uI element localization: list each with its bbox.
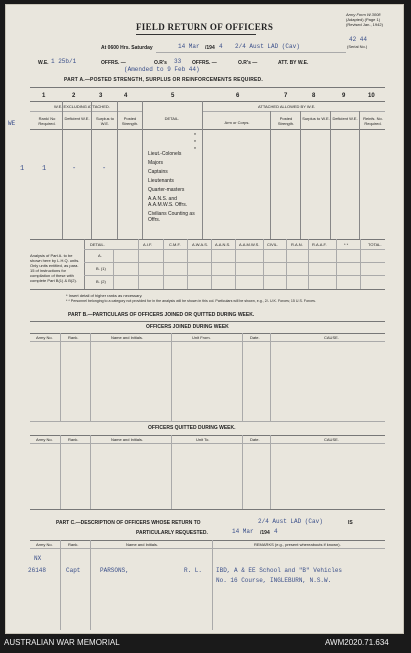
we-prefix: W.E. — [38, 60, 49, 66]
part-c-date: 14 Mar — [232, 528, 254, 535]
title-underline — [136, 34, 256, 35]
col-head-2: Deficient W.E. — [64, 116, 90, 121]
partc-name: PARSONS, — [100, 567, 129, 574]
col-head-6: Arm or Corps. — [224, 120, 250, 125]
partc-rank: Capt — [66, 567, 81, 574]
footnote-1: * Insert detail of higher ranks as necessary. — [66, 293, 143, 298]
joined-col-cause: CAUSE. — [324, 335, 339, 340]
partc-army-no-2: 26148 — [28, 567, 47, 574]
value-col3: - — [72, 165, 77, 173]
col-num-9: 9 — [342, 93, 346, 99]
row-label-b2: B. (2) — [96, 279, 106, 284]
date-day: 14 Mar — [178, 43, 200, 50]
side-mark: WE — [8, 120, 16, 127]
partc-col-name: Name and Initials. — [126, 542, 159, 547]
value-col4: - — [102, 165, 107, 173]
footer-right: AWM2020.71.634 — [325, 638, 389, 647]
quitted-col-name: Name and Initials. — [111, 437, 144, 442]
part-b-heading: PART B.—PARTICULARS OF OFFICERS JOINED OR QUITTED DURING WEEK. — [68, 312, 255, 318]
form-ref-2: (Adapted) (Page 1) — [346, 17, 381, 22]
date-prefix: At 0600 Hrs. Saturday — [101, 45, 153, 51]
asterisk-marks: * * * — [194, 133, 196, 153]
ors-label: O.R's — [154, 60, 167, 66]
col-num-2: 2 — [72, 93, 76, 99]
bottom-head-other: * * — [344, 242, 349, 247]
bottom-head-aans: A.A.N.S. — [215, 242, 231, 247]
part-c-year-digit: 4 — [274, 528, 278, 535]
col-num-4: 4 — [124, 93, 128, 99]
rank-qm: Quarter-masters — [148, 187, 185, 193]
row-label-b1: B. (1) — [96, 266, 106, 271]
form-title: FIELD RETURN OF OFFICERS — [136, 22, 274, 32]
quitted-col-armyno: Army No. — [36, 437, 53, 442]
part-c-year: /194 — [260, 530, 270, 536]
col-head-4: Posted Strength. — [121, 116, 139, 126]
bottom-head-aif: A.I.F. — [143, 242, 153, 247]
rank-lieutenants: Lieutenants — [148, 178, 174, 184]
col-head-9: Deficient W.E. — [332, 116, 358, 121]
rank-ltcol: Lieut.-Colonels — [148, 151, 182, 157]
row-label-a: A. — [98, 253, 102, 258]
date-year: 4 — [219, 43, 223, 50]
value-col1: 1 — [20, 165, 25, 173]
part-c-unit: 2/4 Aust LAD (Cav) — [258, 518, 323, 525]
col-num-7: 7 — [284, 93, 288, 99]
joined-col-armyno: Army No. — [36, 335, 53, 340]
partc-remarks-2: No. 16 Course, INGLEBURN, N.S.W. — [216, 577, 332, 584]
quitted-col-cause: CAUSE. — [324, 437, 339, 442]
partc-initials: R. L. — [184, 567, 203, 574]
serial-typed: 42 44 — [349, 36, 368, 43]
ors-value: 33 — [174, 58, 182, 65]
analysis-note: Analysis of Part A. to be shown here by L.H.Q. units. Only units entitled, as para. 15 of instructions for compilation of these with complete Part B(1) & B(2). — [30, 253, 80, 283]
bottom-head-cmf: C.M.F. — [169, 242, 181, 247]
amended-note: (Amended to 9 Feb 44) — [124, 66, 200, 73]
form-sheet — [5, 4, 404, 634]
date-rule — [156, 52, 346, 53]
col-num-1: 1 — [42, 93, 46, 99]
col-head-3: Surplus to W.E. — [95, 116, 114, 126]
col-head-rule — [30, 129, 385, 130]
quitted-col-rank: Rank. — [68, 437, 79, 442]
unit-name: 2/4 Aust LAD (Cav) — [235, 43, 300, 50]
att-header: ATTACHED ALLOWED BY W.E. — [258, 104, 316, 109]
we-number: 1 25b/1 — [51, 58, 77, 65]
rank-civilians: Civilians Counting as Offrs. — [148, 211, 195, 223]
joined-col-name: Name and Initials. — [111, 335, 144, 340]
we-header: W.E. EXCLUDING ATTACHED. — [54, 104, 110, 109]
rank-majors: Majors — [148, 160, 164, 166]
offrs-label: OFFRS. — — [101, 60, 126, 66]
joined-col-date: Date. — [250, 335, 260, 340]
bottom-head-detail: DETAIL. — [90, 242, 105, 247]
col-num-3: 3 — [99, 93, 103, 99]
value-col2: 1 — [42, 165, 47, 173]
col-num-6: 6 — [236, 93, 240, 99]
date-mid: /194 — [205, 45, 215, 51]
serial-label: (Serial No.) — [347, 44, 368, 49]
partc-col-remarks: REMARKS (e.g., present whereabouts if known). — [254, 542, 341, 547]
bottom-head-total: TOTAL. — [368, 242, 382, 247]
part-c-heading: PART C.—DESCRIPTION OF OFFICERS WHOSE RETURN TO — [56, 520, 201, 526]
quitted-title: OFFICERS QUITTED DURING WEEK. — [148, 425, 236, 431]
footer-left: AUSTRALIAN WAR MEMORIAL — [4, 638, 120, 647]
col-num-rule — [30, 101, 385, 102]
bottom-head-raaf: R.A.A.F. — [312, 242, 327, 247]
joined-col-unit: Unit From. — [192, 335, 211, 340]
col-head-8: Surplus to W.E. — [302, 116, 330, 121]
form-ref-1: Army Form W.3008 — [346, 12, 381, 17]
bottom-head-awas: A.W.A.S. — [192, 242, 209, 247]
col-head-7: Posted Strength. — [277, 116, 295, 126]
partc-remarks-1: IBD, A & EE School and "B" Vehicles — [216, 567, 343, 574]
we-header-rule — [30, 111, 142, 112]
form-ref-3: (Revised Jan., 1942) — [346, 22, 383, 27]
partc-col-rank: Rank. — [68, 542, 79, 547]
joined-col-rank: Rank. — [68, 335, 79, 340]
quitted-col-unit: Unit To. — [196, 437, 210, 442]
partc-army-no-1: NX — [34, 555, 42, 562]
footnote-2: * * Personnel belonging to a category not provided for in the analysis will be shown in this col. Particulars will be shown, e.g., 2/- U.K. Forces; 15 U.S. Forces. — [66, 299, 316, 303]
rank-captains: Captains — [148, 169, 168, 175]
ors2-label: O.R's — — [238, 60, 258, 66]
joined-title: OFFICERS JOINED DURING WEEK — [146, 324, 229, 330]
partc-col-armyno: Army No. — [36, 542, 53, 547]
col-head-5: DETAIL. — [164, 116, 180, 121]
att-label: ATT. BY W.E. — [278, 60, 309, 66]
col-head-10: Reinfs. No. Required. — [363, 116, 383, 126]
bottom-head-aamws: A.A.M.W.S. — [239, 242, 260, 247]
part-a-top-rule — [30, 87, 385, 88]
bottom-head-ran: R.A.N. — [291, 242, 303, 247]
bottom-head-civil: CIVIL. — [267, 242, 279, 247]
rank-aans: A.A.N.S. and A.A.M.W.S. Offrs. — [148, 196, 188, 208]
col-num-10: 10 — [368, 93, 375, 99]
quitted-col-date: Date. — [250, 437, 260, 442]
offrs2-label: OFFRS. — — [192, 60, 217, 66]
att-header-rule — [202, 111, 385, 112]
part-c-heading-2: PARTICULARLY REQUESTED. — [136, 530, 208, 536]
col-num-5: 5 — [171, 93, 175, 99]
part-a-heading: PART A.—POSTED STRENGTH, SURPLUS OR REINFORCEMENTS REQUIRED. — [64, 77, 263, 83]
col-head-1: Rank/ No Required. — [38, 116, 56, 126]
part-c-is: IS — [348, 520, 353, 526]
col-num-8: 8 — [312, 93, 316, 99]
